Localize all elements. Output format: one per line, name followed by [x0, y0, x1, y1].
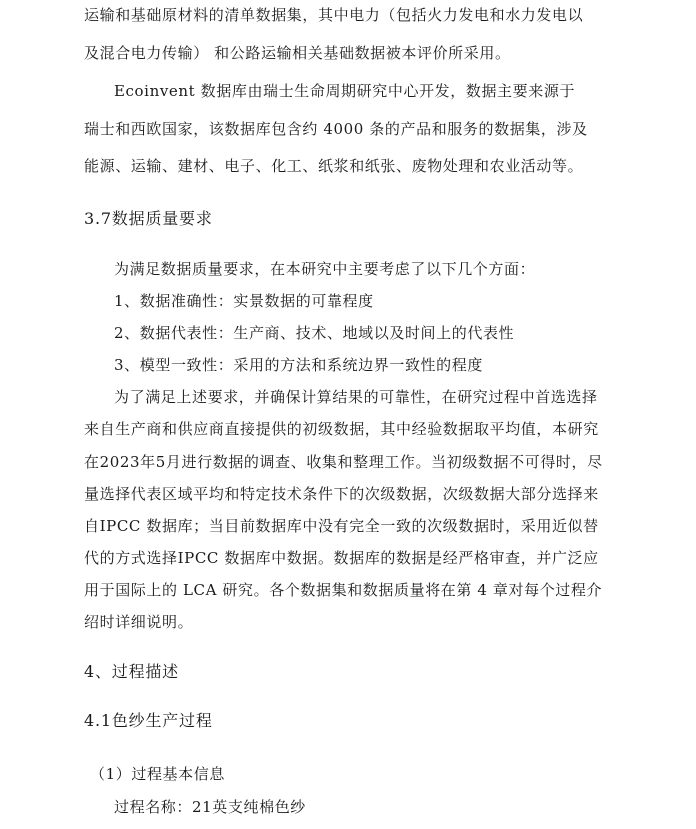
- section-intro: 为满足数据质量要求，在本研究中主要考虑了以下几个方面：: [114, 260, 536, 278]
- section-heading-3-7: 3.7数据质量要求: [84, 209, 213, 228]
- section-heading-4: 4、过程描述: [84, 662, 179, 681]
- list-item: 2、数据代表性：生产商、技术、地域以及时间上的代表性: [114, 324, 515, 342]
- sub-heading: （1）过程基本信息: [90, 765, 225, 783]
- paragraph-line: 为了满足上述要求，并确保计算结果的可靠性，在研究过程中首选选择: [114, 388, 598, 406]
- paragraph-line: 在2023年5月进行数据的调查、收集和整理工作。当初级数据不可得时，尽: [84, 453, 603, 471]
- paragraph-line: Ecoinvent 数据库由瑞士生命周期研究中心开发，数据主要来源于: [114, 82, 576, 100]
- paragraph-line: 及混合电力传输） 和公路运输相关基础数据被本评价所采用。: [84, 44, 511, 62]
- paragraph-line: 能源、运输、建材、电子、化工、纸浆和纸张、废物处理和农业活动等。: [84, 157, 584, 175]
- list-item: 3、模型一致性：采用的方法和系统边界一致性的程度: [114, 356, 483, 374]
- paragraph-line: 绍时详细说明。: [84, 613, 194, 631]
- paragraph-line: 瑞士和西欧国家，该数据库包含约 4000 条的产品和服务的数据集，涉及: [84, 120, 588, 138]
- paragraph-line: 运输和基础原材料的清单数据集，其中电力（包括火力发电和水力发电以: [84, 6, 584, 24]
- paragraph-line: 用于国际上的 LCA 研究。各个数据集和数据质量将在第 4 章对每个过程介: [84, 581, 603, 599]
- paragraph-line: 来自生产商和供应商直接提供的初级数据，其中经验数据取平均值，本研究: [84, 420, 599, 438]
- paragraph-line: 自IPCC 数据库；当目前数据库中没有完全一致的次级数据时，采用近似替: [84, 517, 599, 535]
- process-name: 过程名称：21英支纯棉色纱: [114, 798, 306, 816]
- list-item: 1、数据准确性：实景数据的可靠程度: [114, 292, 374, 310]
- paragraph-line: 量选择代表区域平均和特定技术条件下的次级数据，次级数据大部分选择来: [84, 485, 599, 503]
- paragraph-line: 代的方式选择IPCC 数据库中数据。数据库的数据是经严格审查，并广泛应: [84, 549, 599, 567]
- section-heading-4-1: 4.1色纱生产过程: [84, 711, 213, 730]
